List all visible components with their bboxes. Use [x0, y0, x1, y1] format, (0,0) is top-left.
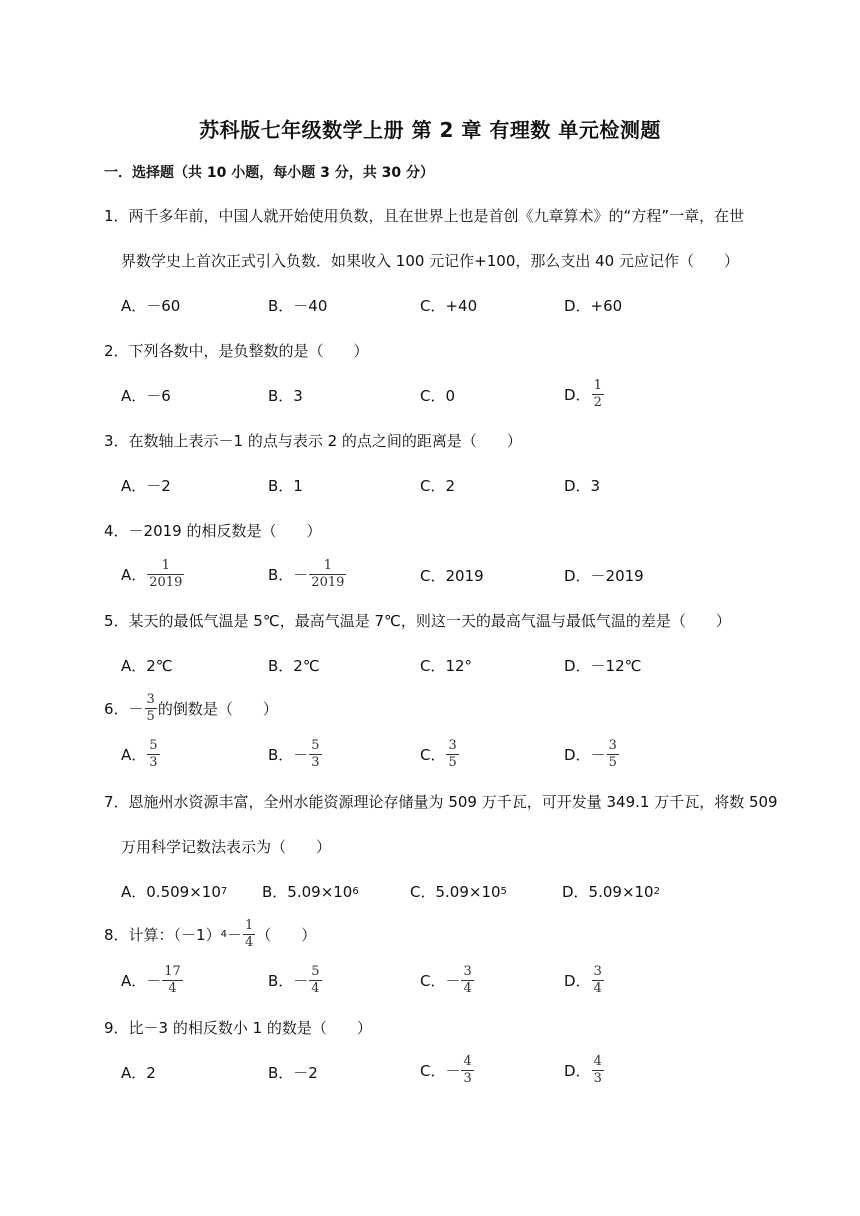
question-8-option-d — [564, 965, 605, 996]
option-base: B．5.09×10 — [262, 883, 353, 901]
fraction — [145, 693, 157, 724]
question-4-option-b — [268, 559, 347, 590]
numerator: 5 — [311, 964, 320, 979]
option-label: D．－ — [564, 745, 606, 764]
fraction — [243, 919, 255, 950]
question-1-option-c: C．+40 — [420, 297, 478, 315]
stem-suffix: （ ） — [256, 925, 317, 944]
option-label: A．－ — [121, 971, 162, 990]
question-6-option-a — [121, 739, 161, 770]
question-4-option-a — [121, 559, 185, 590]
question-4-stem: 4．－2019 的相反数是（ ） — [104, 522, 322, 540]
option-base: D．5.09×10 — [562, 883, 654, 901]
question-5-option-d: D．－12℃ — [564, 657, 642, 675]
question-5-stem: 5．某天的最低气温是 5℃，最高气温是 7℃，则这一天的最高气温与最低气温的差是（ ） — [104, 612, 731, 630]
denominator: 4 — [463, 981, 472, 996]
option-label: D． — [564, 385, 591, 404]
option-label: C．－ — [420, 1061, 461, 1080]
question-1-option-a: A．－60 — [121, 297, 181, 315]
denominator: 4 — [244, 935, 254, 950]
fraction — [147, 559, 184, 590]
numerator: 5 — [311, 738, 320, 753]
fraction — [309, 965, 321, 996]
fraction — [461, 1055, 473, 1086]
denominator: 2019 — [311, 575, 345, 590]
question-9-option-a: A．2 — [121, 1064, 156, 1082]
question-8-stem — [104, 919, 316, 950]
numerator: 1 — [593, 378, 602, 393]
question-5-option-b: B．2℃ — [268, 657, 320, 675]
question-7-option-c — [410, 882, 507, 902]
numerator: 3 — [463, 964, 472, 979]
stem-minus: － — [226, 925, 242, 944]
stem-prefix: 8．计算：（－1） — [104, 925, 221, 944]
question-8-option-c — [420, 965, 475, 996]
question-2-option-a: A．－6 — [121, 387, 171, 405]
question-7-option-b — [262, 882, 359, 902]
question-1-line-2: 界数学史上首次正式引入负数．如果收入 100 元记作+100，那么支出 40 元应记作（ ） — [121, 252, 739, 270]
question-6-option-d — [564, 739, 620, 770]
option-label: C．－ — [420, 971, 461, 990]
fraction — [309, 739, 321, 770]
fraction — [309, 559, 346, 590]
section-heading: 一．选择题（共 10 小题，每小题 3 分，共 30 分） — [104, 165, 434, 181]
question-2-option-b: B．3 — [268, 387, 303, 405]
exponent: 6 — [352, 886, 359, 897]
numerator: 4 — [463, 1054, 472, 1069]
exponent: 2 — [653, 886, 660, 897]
denominator: 2019 — [149, 575, 183, 590]
fraction — [162, 965, 183, 996]
question-3-option-d: D．3 — [564, 477, 601, 495]
question-9-stem: 9．比－3 的相反数小 1 的数是（ ） — [104, 1019, 372, 1037]
question-7-line-1: 7．恩施州水资源丰富，全州水能资源理论存储量为 509 万千瓦，可开发量 349.1 万千瓦，将数 509 — [104, 793, 778, 811]
denominator: 5 — [448, 755, 457, 770]
question-7-line-2: 万用科学记数法表示为（ ） — [121, 838, 332, 856]
numerator: 3 — [146, 692, 155, 707]
question-1-option-b: B．－40 — [268, 297, 328, 315]
fraction — [446, 739, 458, 770]
question-3-option-c: C．2 — [420, 477, 456, 495]
option-label: C． — [420, 745, 446, 764]
question-3-stem: 3．在数轴上表示－1 的点与表示 2 的点之间的距离是（ ） — [104, 432, 522, 450]
option-label: B．－ — [268, 745, 309, 764]
numerator: 1 — [161, 558, 170, 573]
question-6-option-c — [420, 739, 460, 770]
option-label: D． — [564, 971, 591, 990]
exponent: 7 — [220, 886, 228, 897]
question-4-option-d: D．－2019 — [564, 567, 644, 585]
fraction — [592, 1055, 604, 1086]
fraction — [592, 965, 604, 996]
denominator: 3 — [463, 1071, 472, 1086]
question-6-option-b — [268, 739, 323, 770]
question-6-stem — [104, 693, 278, 724]
question-5-option-c: C．12° — [420, 657, 473, 675]
numerator: 4 — [593, 1054, 602, 1069]
question-8-option-b — [268, 965, 323, 996]
denominator: 3 — [149, 755, 158, 770]
numerator: 17 — [164, 964, 181, 979]
question-5-option-a: A．2℃ — [121, 657, 173, 675]
question-4-option-c: C．2019 — [420, 567, 484, 585]
question-9-option-b: B．－2 — [268, 1064, 318, 1082]
fraction — [461, 965, 473, 996]
question-9-option-d — [564, 1055, 605, 1086]
question-3-option-a: A．－2 — [121, 477, 171, 495]
denominator: 4 — [168, 981, 177, 996]
question-1-option-d: D．+60 — [564, 297, 623, 315]
denominator: 4 — [593, 981, 602, 996]
numerator: 5 — [149, 738, 158, 753]
numerator: 1 — [323, 558, 332, 573]
denominator: 5 — [608, 755, 617, 770]
option-label: A． — [121, 745, 147, 764]
option-base: C．5.09×10 — [410, 883, 501, 901]
numerator: 3 — [593, 964, 602, 979]
question-7-option-d — [562, 882, 660, 902]
question-9-option-c — [420, 1055, 475, 1086]
question-8-option-a — [121, 965, 184, 996]
option-label: B．－ — [268, 565, 309, 584]
option-label: B．－ — [268, 971, 309, 990]
fraction — [147, 739, 159, 770]
question-7-option-a — [121, 882, 227, 902]
numerator: 1 — [244, 918, 254, 933]
option-label: A． — [121, 565, 147, 584]
question-3-option-b: B．1 — [268, 477, 303, 495]
question-1-line-1: 1．两千多年前，中国人就开始使用负数，且在世界上也是首创《九章算术》的“方程”一章，在世 — [104, 207, 745, 225]
question-2-option-d — [564, 379, 605, 410]
numerator: 3 — [608, 738, 617, 753]
fraction — [592, 379, 604, 410]
question-2-stem: 2．下列各数中，是负整数的是（ ） — [104, 342, 369, 360]
denominator: 2 — [593, 395, 602, 410]
option-base: A．0.509×10 — [121, 883, 221, 901]
fraction — [607, 739, 619, 770]
option-label: D． — [564, 1061, 591, 1080]
denominator: 3 — [593, 1071, 602, 1086]
question-2-option-c: C．0 — [420, 387, 456, 405]
denominator: 4 — [311, 981, 320, 996]
document-title: 苏科版七年级数学上册 第 2 章 有理数 单元检测题 — [199, 118, 661, 142]
denominator: 5 — [146, 709, 155, 724]
stem-prefix: 6．－ — [104, 699, 144, 718]
exponent: 5 — [500, 886, 507, 897]
stem-suffix: 的倒数是（ ） — [157, 699, 278, 718]
exponent: 4 — [220, 928, 227, 940]
denominator: 3 — [311, 755, 320, 770]
numerator: 3 — [448, 738, 457, 753]
